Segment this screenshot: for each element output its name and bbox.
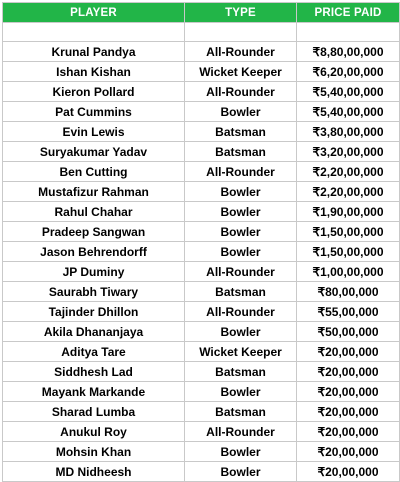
player-cell[interactable]: Siddhesh Lad	[3, 362, 185, 382]
type-cell[interactable]: All-Rounder	[185, 422, 297, 442]
column-header-type[interactable]: TYPE	[185, 3, 297, 23]
price-cell[interactable]: ₹1,50,00,000	[297, 242, 400, 262]
type-cell[interactable]: Batsman	[185, 282, 297, 302]
table-row	[3, 342, 400, 362]
type-cell[interactable]: All-Rounder	[185, 302, 297, 322]
player-cell[interactable]: Aditya Tare	[3, 342, 185, 362]
player-cell[interactable]: Pradeep Sangwan	[3, 222, 185, 242]
price-cell[interactable]: ₹55,00,000	[297, 302, 400, 322]
table-row	[3, 82, 400, 102]
type-cell[interactable]: Bowler	[185, 462, 297, 482]
type-cell[interactable]: Bowler	[185, 102, 297, 122]
player-cell[interactable]: Mustafizur Rahman	[3, 182, 185, 202]
table-row	[3, 422, 400, 442]
price-cell[interactable]: ₹1,00,00,000	[297, 262, 400, 282]
type-cell[interactable]: Batsman	[185, 402, 297, 422]
price-cell[interactable]: ₹20,00,000	[297, 442, 400, 462]
player-cell[interactable]: Sharad Lumba	[3, 402, 185, 422]
player-cell[interactable]: Ishan Kishan	[3, 62, 185, 82]
table-row	[3, 142, 400, 162]
type-cell[interactable]: Bowler	[185, 182, 297, 202]
table-row	[3, 162, 400, 182]
table-row	[3, 202, 400, 222]
type-cell[interactable]: Batsman	[185, 362, 297, 382]
type-cell[interactable]: Wicket Keeper	[185, 62, 297, 82]
type-cell[interactable]: Bowler	[185, 442, 297, 462]
table-row	[3, 182, 400, 202]
type-cell[interactable]: Bowler	[185, 382, 297, 402]
price-cell[interactable]: ₹5,40,00,000	[297, 102, 400, 122]
column-header-player[interactable]: PLAYER	[3, 3, 185, 23]
table-row	[3, 262, 400, 282]
player-cell[interactable]: Saurabh Tiwary	[3, 282, 185, 302]
player-cell[interactable]: Ben Cutting	[3, 162, 185, 182]
empty-cell[interactable]	[3, 23, 185, 42]
price-cell[interactable]: ₹20,00,000	[297, 422, 400, 442]
type-cell[interactable]: Bowler	[185, 222, 297, 242]
table-row	[3, 442, 400, 462]
type-cell[interactable]: Bowler	[185, 322, 297, 342]
player-cell[interactable]: Mayank Markande	[3, 382, 185, 402]
price-cell[interactable]: ₹20,00,000	[297, 402, 400, 422]
empty-cell[interactable]	[185, 23, 297, 42]
table-row	[3, 222, 400, 242]
price-cell[interactable]: ₹20,00,000	[297, 362, 400, 382]
type-cell[interactable]: Bowler	[185, 202, 297, 222]
type-cell[interactable]: Batsman	[185, 122, 297, 142]
price-cell[interactable]: ₹3,20,00,000	[297, 142, 400, 162]
player-cell[interactable]: Suryakumar Yadav	[3, 142, 185, 162]
table-row	[3, 362, 400, 382]
price-cell[interactable]: ₹5,40,00,000	[297, 82, 400, 102]
price-cell[interactable]: ₹8,80,00,000	[297, 42, 400, 62]
table-row	[3, 42, 400, 62]
player-cell[interactable]: MD Nidheesh	[3, 462, 185, 482]
price-cell[interactable]: ₹1,90,00,000	[297, 202, 400, 222]
table-row	[3, 242, 400, 262]
table-row	[3, 62, 400, 82]
player-cell[interactable]: Pat Cummins	[3, 102, 185, 122]
player-cell[interactable]: JP Duminy	[3, 262, 185, 282]
table-row	[3, 102, 400, 122]
price-cell[interactable]: ₹3,80,00,000	[297, 122, 400, 142]
price-cell[interactable]: ₹1,50,00,000	[297, 222, 400, 242]
price-cell[interactable]: ₹2,20,00,000	[297, 162, 400, 182]
price-cell[interactable]: ₹20,00,000	[297, 382, 400, 402]
price-cell[interactable]: ₹80,00,000	[297, 282, 400, 302]
player-cell[interactable]: Akila Dhananjaya	[3, 322, 185, 342]
price-cell[interactable]: ₹6,20,00,000	[297, 62, 400, 82]
type-cell[interactable]: Wicket Keeper	[185, 342, 297, 362]
player-cell[interactable]: Tajinder Dhillon	[3, 302, 185, 322]
table-row	[3, 402, 400, 422]
player-cell[interactable]: Jason Behrendorff	[3, 242, 185, 262]
empty-row	[3, 23, 400, 42]
type-cell[interactable]: All-Rounder	[185, 162, 297, 182]
empty-cell[interactable]	[297, 23, 400, 42]
players-table	[2, 2, 400, 482]
player-cell[interactable]: Evin Lewis	[3, 122, 185, 142]
price-cell[interactable]: ₹20,00,000	[297, 462, 400, 482]
type-cell[interactable]: All-Rounder	[185, 42, 297, 62]
player-cell[interactable]: Kieron Pollard	[3, 82, 185, 102]
type-cell[interactable]: All-Rounder	[185, 262, 297, 282]
column-header-price[interactable]: PRICE PAID	[297, 3, 400, 23]
table-row	[3, 382, 400, 402]
type-cell[interactable]: All-Rounder	[185, 82, 297, 102]
type-cell[interactable]: Bowler	[185, 242, 297, 262]
table-row	[3, 462, 400, 482]
price-cell[interactable]: ₹50,00,000	[297, 322, 400, 342]
table-row	[3, 322, 400, 342]
table-row	[3, 122, 400, 142]
player-cell[interactable]: Mohsin Khan	[3, 442, 185, 462]
player-cell[interactable]: Anukul Roy	[3, 422, 185, 442]
player-cell[interactable]: Rahul Chahar	[3, 202, 185, 222]
price-cell[interactable]: ₹2,20,00,000	[297, 182, 400, 202]
price-cell[interactable]: ₹20,00,000	[297, 342, 400, 362]
table-row	[3, 282, 400, 302]
player-cell[interactable]: Krunal Pandya	[3, 42, 185, 62]
header-row	[3, 3, 400, 23]
type-cell[interactable]: Batsman	[185, 142, 297, 162]
table-row	[3, 302, 400, 322]
